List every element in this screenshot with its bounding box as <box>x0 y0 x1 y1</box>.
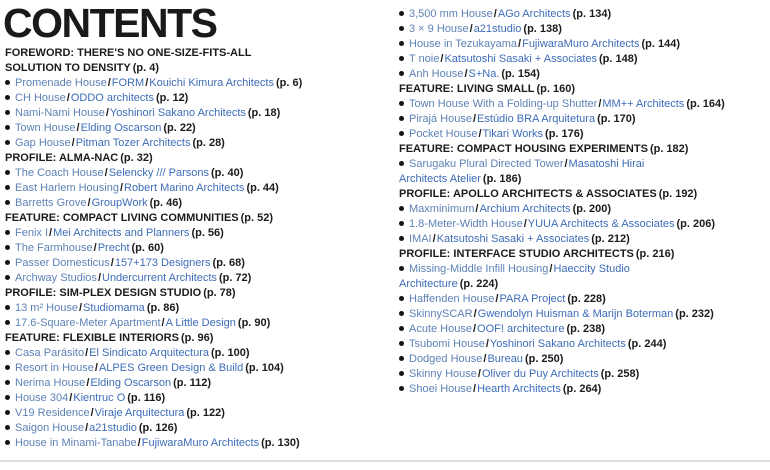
page-ref: (p. 122) <box>186 407 225 419</box>
page-ref: (p. 154) <box>501 68 540 80</box>
page-ref: (p. 176) <box>545 128 584 140</box>
architect-name: Yoshinori Sakano Architects <box>489 338 626 350</box>
bullet-icon <box>5 365 10 370</box>
toc-entry <box>399 232 770 247</box>
section-header <box>399 247 770 262</box>
bullet-icon <box>5 260 10 265</box>
architect-name: Kouichi Kimura Architects <box>149 77 274 89</box>
bullet-icon <box>399 341 404 346</box>
house-name: Fenix I <box>15 227 49 239</box>
house-name: Casa Parásito <box>15 347 85 359</box>
house-name: 13 m² House <box>15 302 78 314</box>
toc-entry <box>5 421 393 436</box>
architect-name: Hearth Architects <box>477 383 561 395</box>
architect-name: Robert Marino Architects <box>124 182 245 194</box>
bullet-icon <box>5 95 10 100</box>
separator-slash: / <box>598 98 602 110</box>
house-name: 1.8-Meter-Width House <box>409 218 523 230</box>
architect-name: AGo Architects <box>497 8 571 20</box>
section-title: PROFILE: ALMA-NAC <box>5 152 119 164</box>
separator-slash: / <box>71 137 75 149</box>
section-header <box>5 331 393 346</box>
architect-name: ODDO architects <box>70 92 154 104</box>
bullet-icon <box>399 266 404 271</box>
page-ref: (p. 164) <box>686 98 725 110</box>
toc-entry <box>399 322 770 337</box>
separator-slash: / <box>549 263 553 275</box>
bullet-icon <box>399 11 404 16</box>
page-ref: (p. 134) <box>572 8 612 20</box>
separator-slash: / <box>69 392 73 404</box>
house-name: Pocket House <box>409 128 478 140</box>
bullet-icon <box>399 386 404 391</box>
architect-name: OOF! architecture <box>477 323 565 335</box>
separator-slash: / <box>161 317 165 329</box>
bullet-icon <box>399 116 404 121</box>
separator-slash: / <box>432 233 436 245</box>
separator-slash: / <box>97 272 101 284</box>
separator-slash: / <box>85 422 89 434</box>
section-title: PROFILE: INTERFACE STUDIO ARCHITECTS <box>399 248 634 260</box>
bullet-icon <box>5 440 10 445</box>
page-ref: (p. 18) <box>247 107 281 119</box>
page-ref: (p. 56) <box>191 227 224 239</box>
page-ref: (p. 200) <box>572 203 612 215</box>
separator-slash: / <box>85 347 89 359</box>
separator-slash: / <box>110 257 114 269</box>
toc-entry <box>5 346 393 361</box>
bullet-icon <box>5 230 10 235</box>
house-name: 3 × 9 House <box>409 23 469 35</box>
bullet-icon <box>5 425 10 430</box>
bullet-icon <box>5 80 10 85</box>
house-name: Missing-Middle Infill Housing <box>409 263 549 275</box>
house-name: Tsubomi House <box>409 338 485 350</box>
separator-slash: / <box>477 368 481 380</box>
house-name: Archway Studios <box>15 272 97 284</box>
bullet-icon <box>399 296 404 301</box>
house-name: Passer Domesticus <box>15 257 110 269</box>
page-ref: (p. 144) <box>641 38 680 50</box>
page-ref: (p. 46) <box>149 197 183 209</box>
toc-entry <box>5 181 393 196</box>
house-name: SkinnySCAR <box>409 308 473 320</box>
toc-entry <box>5 196 393 211</box>
separator-slash: / <box>485 338 489 350</box>
architect-name: S+Na. <box>468 68 500 80</box>
page-ref: (p. 238) <box>566 323 605 335</box>
architect-name: El Sindicato Arquitectura <box>89 347 210 359</box>
bullet-icon <box>5 140 10 145</box>
page-ref: (p. 96) <box>180 332 214 344</box>
architect-name: Selencky /// Parsons <box>108 167 210 179</box>
separator-slash: / <box>94 362 98 374</box>
architect-name: FORM <box>111 77 145 89</box>
house-name: Promenade House <box>15 77 107 89</box>
bullet-icon <box>5 185 10 190</box>
separator-slash: / <box>440 53 444 65</box>
toc-entry <box>399 352 770 367</box>
page-ref: (p. 60) <box>131 242 164 254</box>
separator-slash: / <box>475 203 479 215</box>
architect-name: Undercurrent Architects <box>102 272 217 284</box>
architect-name: Architecture <box>399 278 458 290</box>
architect-name: Tikari Works <box>482 128 544 140</box>
toc-entry <box>399 127 770 142</box>
separator-slash: / <box>145 77 149 89</box>
toc-entry <box>5 406 393 421</box>
bullet-icon <box>5 170 10 175</box>
architect-name: Estúdio BRA Arquitetura <box>477 113 596 125</box>
house-name: Dodged House <box>409 353 483 365</box>
architect-name: Katsutoshi Sasaki + Associates <box>436 233 590 245</box>
separator-slash: / <box>464 68 468 80</box>
house-name: The Coach House <box>15 167 104 179</box>
bullet-icon <box>5 380 10 385</box>
house-name: Haffenden House <box>409 293 495 305</box>
separator-slash: / <box>564 158 568 170</box>
bullet-icon <box>399 326 404 331</box>
toc-entry <box>399 337 770 352</box>
architect-name: 157+173 Designers <box>114 257 211 269</box>
section-title: FEATURE: COMPACT HOUSING EXPERIMENTS <box>399 143 648 155</box>
bullet-icon <box>399 236 404 241</box>
toc-entry <box>399 382 770 397</box>
separator-slash: / <box>518 38 522 50</box>
house-name: House in Minami-Tanabe <box>15 437 137 449</box>
separator-slash: / <box>86 377 90 389</box>
house-name: House 304 <box>15 392 69 404</box>
page-ref: (p. 170) <box>597 113 636 125</box>
house-name: Barretts Grove <box>15 197 87 209</box>
page-ref: (p. 182) <box>649 143 689 155</box>
house-name: T noie <box>409 53 440 65</box>
architect-name: GroupWork <box>91 197 148 209</box>
house-name: House in Tezukayama <box>409 38 518 50</box>
toc-entry <box>399 22 770 37</box>
bullet-icon <box>5 350 10 355</box>
house-name: The Farmhouse <box>15 242 93 254</box>
architect-name: Viraje Arquitectura <box>94 407 185 419</box>
architect-name: Studiomama <box>83 302 145 314</box>
architect-name: Architects Atelier <box>399 173 481 185</box>
page-ref: (p. 28) <box>192 137 225 149</box>
house-name: Sarugaku Plural Directed Tower <box>409 158 564 170</box>
page-ref: (p. 160) <box>536 83 575 95</box>
page-ref: (p. 12) <box>155 92 189 104</box>
page-ref: (p. 130) <box>261 437 300 449</box>
separator-slash: / <box>483 353 487 365</box>
page-title: CONTENTS <box>3 0 217 46</box>
house-name: Shoei House <box>409 383 472 395</box>
bullet-icon <box>5 410 10 415</box>
bullet-icon <box>399 161 404 166</box>
architect-name: Gwendolyn Huisman & Marijn Boterman <box>477 308 674 320</box>
toc-entry <box>5 391 393 406</box>
page-ref: (p. 90) <box>237 317 271 329</box>
architect-name: a21studio <box>89 422 137 434</box>
page-ref: (p. 216) <box>635 248 675 260</box>
page-ref: (p. 126) <box>138 422 178 434</box>
house-name: Gap House <box>15 137 71 149</box>
house-name: 17.6-Square-Meter Apartment <box>15 317 161 329</box>
separator-slash: / <box>107 77 111 89</box>
bullet-icon <box>5 320 10 325</box>
section-title: PROFILE: APOLLO ARCHITECTS & ASSOCIATES <box>399 188 657 200</box>
page-ref: (p. 250) <box>524 353 564 365</box>
page-ref: (p. 52) <box>240 212 274 224</box>
toc-entry <box>399 112 770 127</box>
separator-slash: / <box>137 437 141 449</box>
page-ref: (p. 78) <box>203 287 236 299</box>
page-ref: (p. 100) <box>211 347 250 359</box>
bullet-icon <box>5 125 10 130</box>
bullet-icon <box>399 101 404 106</box>
toc-entry <box>399 157 770 187</box>
house-name: Town House <box>15 122 76 134</box>
toc-entry <box>5 361 393 376</box>
page-ref: (p. 258) <box>600 368 640 380</box>
page-ref: (p. 224) <box>459 278 499 290</box>
section-title: FOREWORD: THERE'S NO ONE-SIZE-FITS-ALL <box>5 47 252 59</box>
separator-slash: / <box>93 242 97 254</box>
separator-slash: / <box>78 302 83 314</box>
architect-name: Precht <box>97 242 130 254</box>
house-name: Maxminimum <box>409 203 475 215</box>
toc-entry <box>5 106 393 121</box>
architect-name: FujiwaraMuro Architects <box>141 437 260 449</box>
page-ref: (p. 6) <box>275 77 303 89</box>
separator-slash: / <box>523 218 527 230</box>
architect-name: Haeccity Studio <box>553 263 630 275</box>
toc-entry <box>5 256 393 271</box>
page-edge-line <box>0 460 770 462</box>
house-name: V19 Residence <box>15 407 90 419</box>
bullet-icon <box>399 71 404 76</box>
page-ref: (p. 112) <box>173 377 211 389</box>
separator-slash: / <box>105 107 109 119</box>
architect-name: PARA Project <box>499 293 566 305</box>
architect-name: Pitman Tozer Architects <box>75 137 191 149</box>
toc-column-right <box>399 7 770 397</box>
toc-entry <box>399 217 770 232</box>
toc-entry <box>399 67 770 82</box>
toc-column-left <box>5 46 393 451</box>
bullet-icon <box>5 245 10 250</box>
toc-entry <box>399 307 770 322</box>
separator-slash: / <box>473 308 477 320</box>
toc-entry <box>399 292 770 307</box>
section-header <box>5 151 393 166</box>
toc-entry <box>5 301 393 316</box>
house-name: Pirajá House <box>409 113 472 125</box>
separator-slash: / <box>119 182 123 194</box>
toc-entry <box>5 436 393 451</box>
toc-entry <box>399 367 770 382</box>
architect-name: YUUA Architects & Associates <box>527 218 675 230</box>
house-name: IMAI <box>409 233 432 245</box>
section-header <box>399 142 770 157</box>
bullet-icon <box>399 221 404 226</box>
page-ref: (p. 32) <box>120 152 153 164</box>
separator-slash: / <box>478 128 482 140</box>
separator-slash: / <box>493 8 497 20</box>
section-title: FEATURE: COMPACT LIVING COMMUNITIES <box>5 212 239 224</box>
house-name: Anh House <box>409 68 464 80</box>
architect-name: Bureau <box>487 353 523 365</box>
separator-slash: / <box>104 167 108 179</box>
architect-name: ALPES Green Design & Build <box>98 362 244 374</box>
page-ref: (p. 22) <box>163 122 196 134</box>
house-name: Nerima House <box>15 377 86 389</box>
architect-name: A Little Design <box>165 317 236 329</box>
bullet-icon <box>5 395 10 400</box>
toc-entry <box>399 97 770 112</box>
separator-slash: / <box>495 293 499 305</box>
house-name: CH House <box>15 92 66 104</box>
architect-name: MM++ Architects <box>602 98 685 110</box>
section-title: PROFILE: SIM-PLEX DESIGN STUDIO <box>5 287 202 299</box>
section-header <box>5 211 393 226</box>
house-name: Town House With a Folding-up Shutter <box>409 98 598 110</box>
architect-name: Elding Oscarson <box>90 377 172 389</box>
bullet-icon <box>399 26 404 31</box>
section-header <box>399 82 770 97</box>
page-ref: (p. 40) <box>211 167 244 179</box>
section-title: FEATURE: FLEXIBLE INTERIORS <box>5 332 179 344</box>
house-name: Resort in House <box>15 362 94 374</box>
bullet-icon <box>399 311 404 316</box>
architect-name: Mei Architects and Planners <box>53 227 190 239</box>
page-ref: (p. 186) <box>482 173 522 185</box>
toc-entry <box>399 202 770 217</box>
architect-name: Masatoshi Hirai <box>568 158 645 170</box>
bullet-icon <box>399 206 404 211</box>
toc-entry <box>5 271 393 286</box>
section-header <box>399 187 770 202</box>
separator-slash: / <box>472 323 477 335</box>
house-name: Saigon House <box>15 422 85 434</box>
toc-entry <box>5 166 393 181</box>
toc-entry <box>399 262 770 292</box>
architect-name: Katsutoshi Sasaki + Associates <box>444 53 597 65</box>
bullet-icon <box>399 131 404 136</box>
house-name: 3,500 mm House <box>409 8 493 20</box>
house-name: Skinny House <box>409 368 477 380</box>
page-ref: (p. 104) <box>245 362 284 374</box>
house-name: Acute House <box>409 323 472 335</box>
bullet-icon <box>5 305 10 310</box>
separator-slash: / <box>469 23 473 35</box>
toc-entry <box>5 316 393 331</box>
page-ref: (p. 232) <box>675 308 714 320</box>
section-title: FEATURE: LIVING SMALL <box>399 83 535 95</box>
architect-name: Elding Oscarson <box>80 122 162 134</box>
page-ref: (p. 264) <box>562 383 602 395</box>
page-ref: (p. 116) <box>127 392 166 404</box>
section-title-line2: SOLUTION TO DENSITY <box>5 62 131 74</box>
page-ref: (p. 68) <box>212 257 245 269</box>
page-ref: (p. 4) <box>132 62 159 74</box>
page-ref: (p. 148) <box>599 53 638 65</box>
toc-entry <box>5 226 393 241</box>
toc-entry <box>5 241 393 256</box>
separator-slash: / <box>473 383 477 395</box>
separator-slash: / <box>49 227 53 239</box>
toc-entry <box>5 76 393 91</box>
page-ref: (p. 72) <box>218 272 252 284</box>
house-name: Nami-Nami House <box>15 107 105 119</box>
toc-entry <box>5 121 393 136</box>
bullet-icon <box>5 110 10 115</box>
bullet-icon <box>399 41 404 46</box>
section-header <box>5 46 393 76</box>
page-ref: (p. 44) <box>246 182 279 194</box>
bullet-icon <box>399 371 404 376</box>
architect-name: a21studio <box>473 23 522 35</box>
separator-slash: / <box>472 113 477 125</box>
separator-slash: / <box>76 122 80 134</box>
architect-name: Oliver du Puy Architects <box>481 368 599 380</box>
bullet-icon <box>399 56 404 61</box>
bullet-icon <box>399 356 404 361</box>
page-ref: (p. 86) <box>146 302 180 314</box>
toc-entry <box>399 52 770 67</box>
page-ref: (p. 192) <box>658 188 698 200</box>
toc-entry <box>5 376 393 391</box>
page-ref: (p. 212) <box>591 233 630 245</box>
section-header <box>5 286 393 301</box>
page-ref: (p. 138) <box>523 23 562 35</box>
toc-entry <box>399 37 770 52</box>
architect-name: Kientruc O <box>73 392 126 404</box>
architect-name: FujiwaraMuro Architects <box>522 38 640 50</box>
architect-name: Archium Architects <box>479 203 571 215</box>
toc-entry <box>5 91 393 106</box>
page-ref: (p. 228) <box>567 293 606 305</box>
separator-slash: / <box>66 92 70 104</box>
page-ref: (p. 206) <box>676 218 716 230</box>
bullet-icon <box>5 200 10 205</box>
house-name: East Harlem Housing <box>15 182 119 194</box>
page-ref: (p. 244) <box>627 338 667 350</box>
toc-entry <box>5 136 393 151</box>
separator-slash: / <box>87 197 91 209</box>
architect-name: Yoshinori Sakano Architects <box>109 107 246 119</box>
bullet-icon <box>5 275 10 280</box>
toc-entry <box>399 7 770 22</box>
separator-slash: / <box>90 407 94 419</box>
